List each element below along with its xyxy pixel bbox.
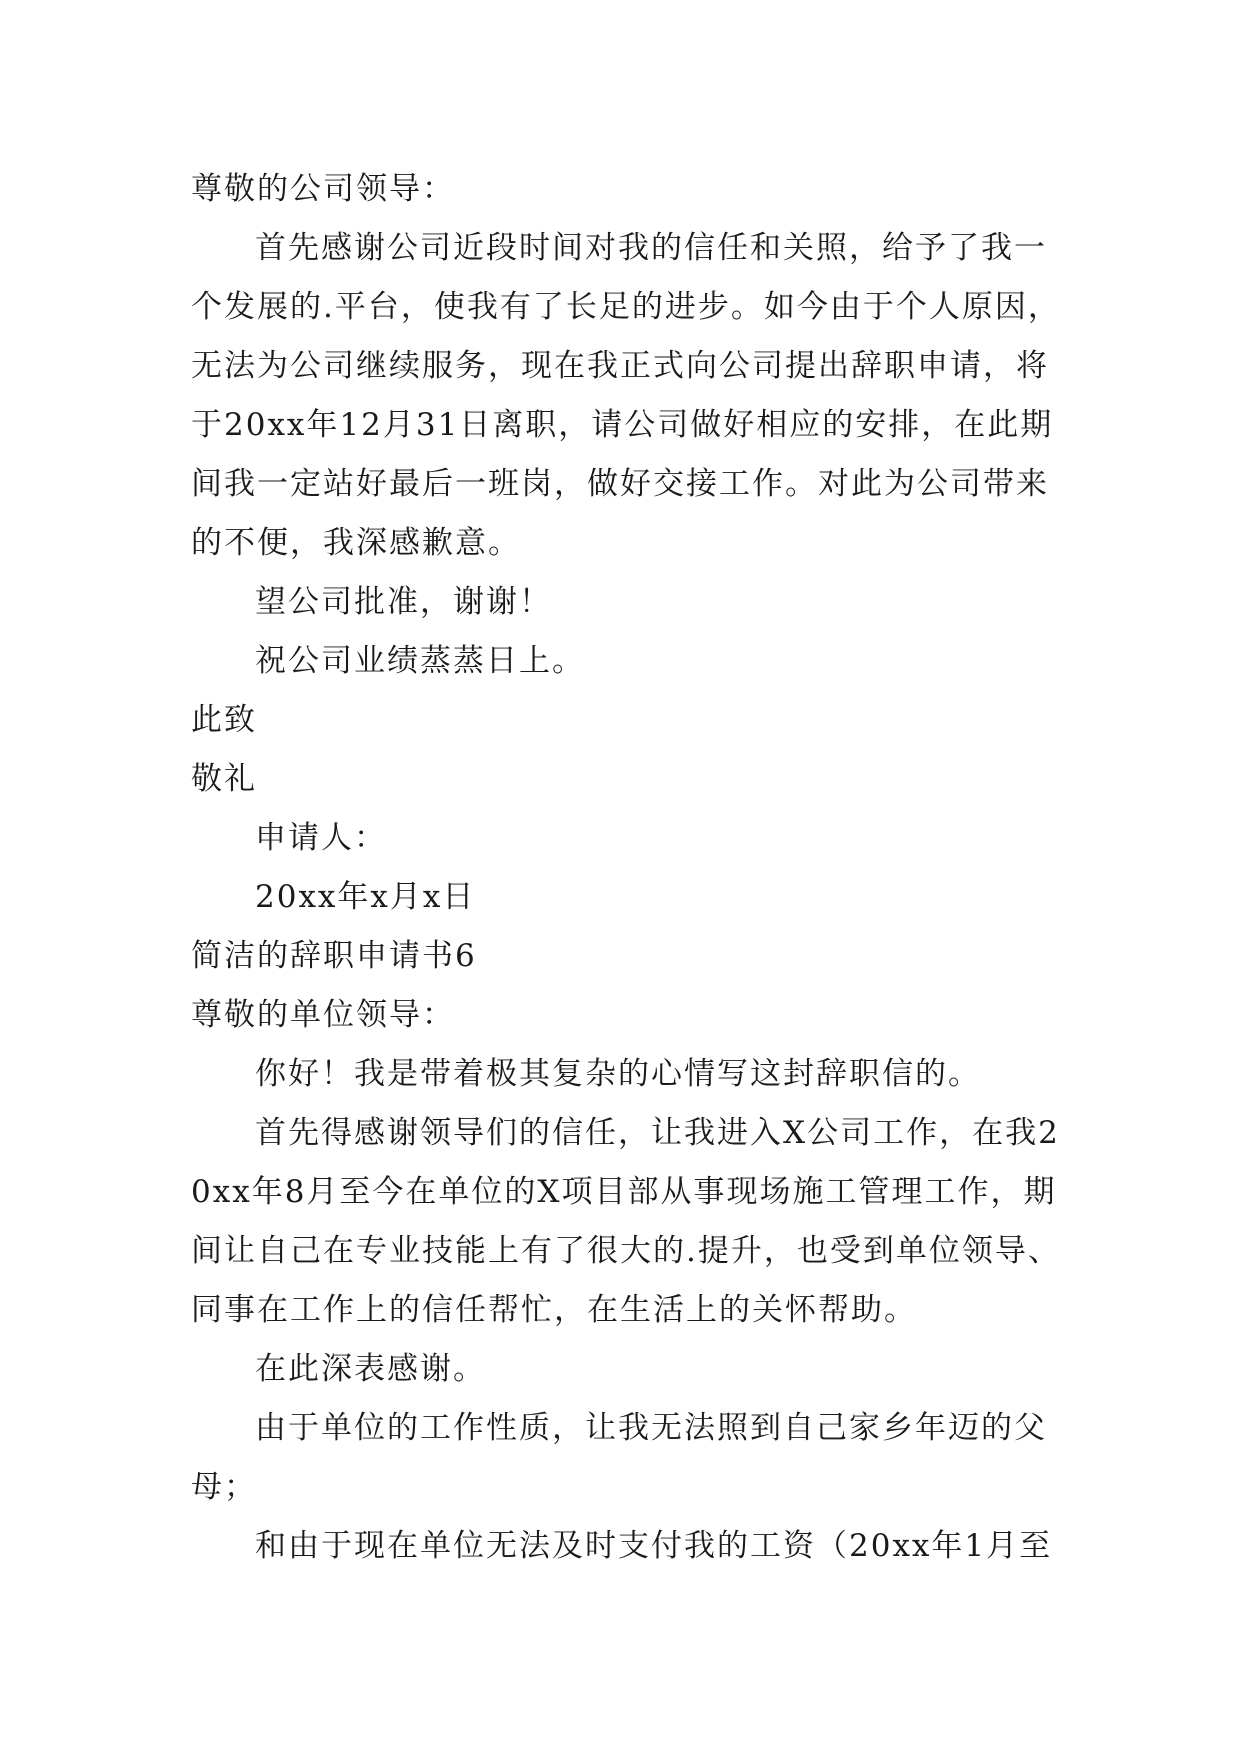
salutation-unit: 尊敬的单位领导：: [191, 997, 455, 1033]
paragraph-wish: 祝公司业绩蒸蒸日上。: [255, 643, 585, 679]
paragraph-greeting: 你好！我是带着极其复杂的心情写这封辞职信的。: [255, 1056, 981, 1092]
salutation-company: 尊敬的公司领导：: [191, 171, 455, 207]
paragraph-thanks-short: 在此深表感谢。: [255, 1351, 486, 1387]
document-body: [191, 160, 1061, 1576]
paragraph-reason-salary: 和由于现在单位无法及时支付我的工资（20xx年1月至: [255, 1528, 1053, 1564]
paragraph-thanks: 首先感谢公司近段时间对我的信任和关照，给予了我一个发展的.平台，使我有了长足的进步。如今由于个人原因，无法为公司继续服务，现在我正式向公司提出辞职申请，将于20xx年12月31日离职，请公司做好相应的安排，在此期间我一定站好最后一班岗，做好交接工作。对此为公司带来的不便，我深感歉意。: [191, 230, 1061, 561]
closing-cizhi: 此致: [191, 702, 257, 738]
applicant-label: 申请人：: [255, 820, 387, 856]
closing-jingli: 敬礼: [191, 761, 257, 797]
paragraph-request: 望公司批准，谢谢！: [255, 584, 552, 620]
paragraph-reason-parents: 由于单位的工作性质，让我无法照到自己家乡年迈的父母；: [191, 1410, 1047, 1505]
paragraph-gratitude: 首先得感谢领导们的信任，让我进入X公司工作，在我20xx年8月至今在单位的X项目部从事现场施工管理工作，期间让自己在专业技能上有了很大的.提升，也受到单位领导、同事在工作上的信任帮忙，在生活上的关怀帮助。: [191, 1115, 1061, 1328]
section-title: 简洁的辞职申请书6: [191, 938, 477, 974]
signature-date: 20xx年x月x日: [255, 879, 476, 915]
